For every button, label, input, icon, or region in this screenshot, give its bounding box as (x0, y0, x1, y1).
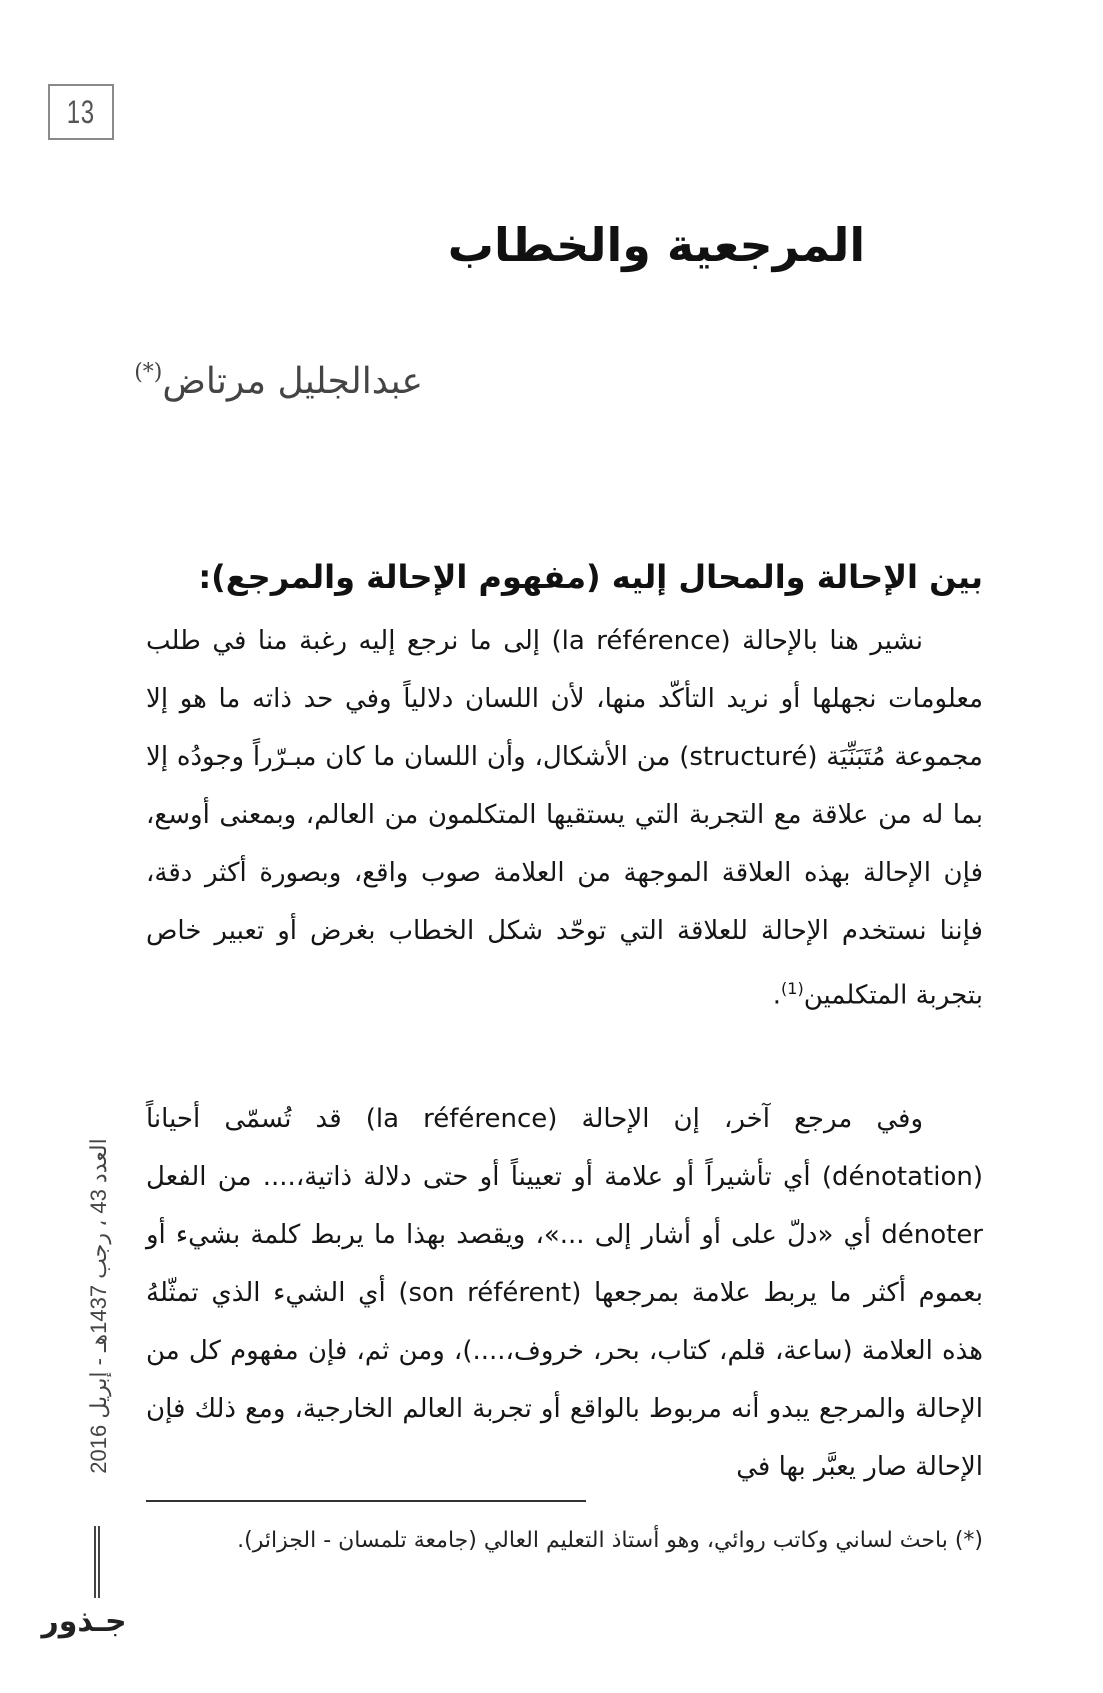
section-heading: بين الإحالة والمحال إليه (مفهوم الإحالة والمرجع): (198, 558, 983, 596)
page-number: 13 (66, 93, 96, 130)
footnote-reference: (1) (781, 979, 804, 998)
article-title: المرجعية والخطاب (447, 218, 866, 272)
issue-info-label: العدد 43 ، رجب 1437هـ - إبريل 2016 (86, 1138, 111, 1474)
paragraph-2-text: وفي مرجع آخر، إن الإحالة (la référence) قد تُسمّى أحياناً (dénotation) أي تأشيراً أو علامة أو تعييناً أو حتى دلالة ذاتية،.... من الفعل dénoter أي «دلّ على أو أشار إلى ...»، ويقصد بهذا ما يربط كلمة بشيء أو بعموم أكثر ما يربط علامة بمرجعها (son référent) أي الشيء الذي تمثّلهُ هذه العلامة (ساعة، قلم، كتاب، بحر، خروف،....)، ومن ثم، فإن مفهوم كل من الإحالة والمرجع يبدو أنه مربوط بالواقع أو تجربة العالم الخارجية، ومع ذلك فإن الإحالة صار يعبَّر بها في (146, 1104, 983, 1482)
footnote-divider (146, 1500, 586, 1502)
paragraph-1-text: نشير هنا بالإحالة (la référence) إلى ما نرجع إليه رغبة منا في طلب معلومات نجهلها أو نريد التأكّد منها، لأن اللسان دلالياً وفي حد ذاته ما هو إلا مجموعة مُتَبَنِّيَة (structuré) من الأشكال، وأن اللسان ما كان مبـرّراً وجودُه إلا بما له من علاقة مع التجربة التي يستقيها المتكلمون من العالم، وبمعنى أوسع، فإن الإحالة بهذه العلاقة الموجهة من العلامة صوب واقع، وبصورة أكثر دقة، فإننا نستخدم الإحالة للعلاقة التي توحّد شكل الخطاب بغرض أو تعبير خاص بتجربة المتكلمين (146, 626, 983, 1011)
page-number-box (48, 84, 114, 140)
journal-logo: جـذور (41, 1604, 127, 1639)
paragraph-1: نشير هنا بالإحالة (la référence) إلى ما نرجع إليه رغبة منا في طلب معلومات نجهلها أو نريد التأكّد منها، لأن اللسان دلالياً وفي حد ذاته ما هو إلا مجموعة مُتَبَنِّيَة (structuré) من الأشكال، وأن اللسان ما كان مبـرّراً وجودُه إلا بما له من علاقة مع التجربة التي يستقيها المتكلمون من العالم، وبمعنى أوسع، فإن الإحالة بهذه العلاقة الموجهة من العلامة صوب واقع، وبصورة أكثر دقة، فإننا نستخدم الإحالة للعلاقة التي توحّد شكل الخطاب بغرض أو تعبير خاص بتجربة المتكلمين$^{(1)}$. (146, 626, 983, 1011)
author-marker: (*) (134, 360, 163, 385)
author-line (134, 360, 423, 402)
author-name: عبدالجليل مرتاض (162, 361, 423, 402)
footnote: (*) باحث لساني وكاتب روائي، وهو أستاذ التعليم العالي (جامعة تلمسان - الجزائر). (237, 1528, 983, 1553)
paragraph-2 (146, 1090, 983, 1496)
